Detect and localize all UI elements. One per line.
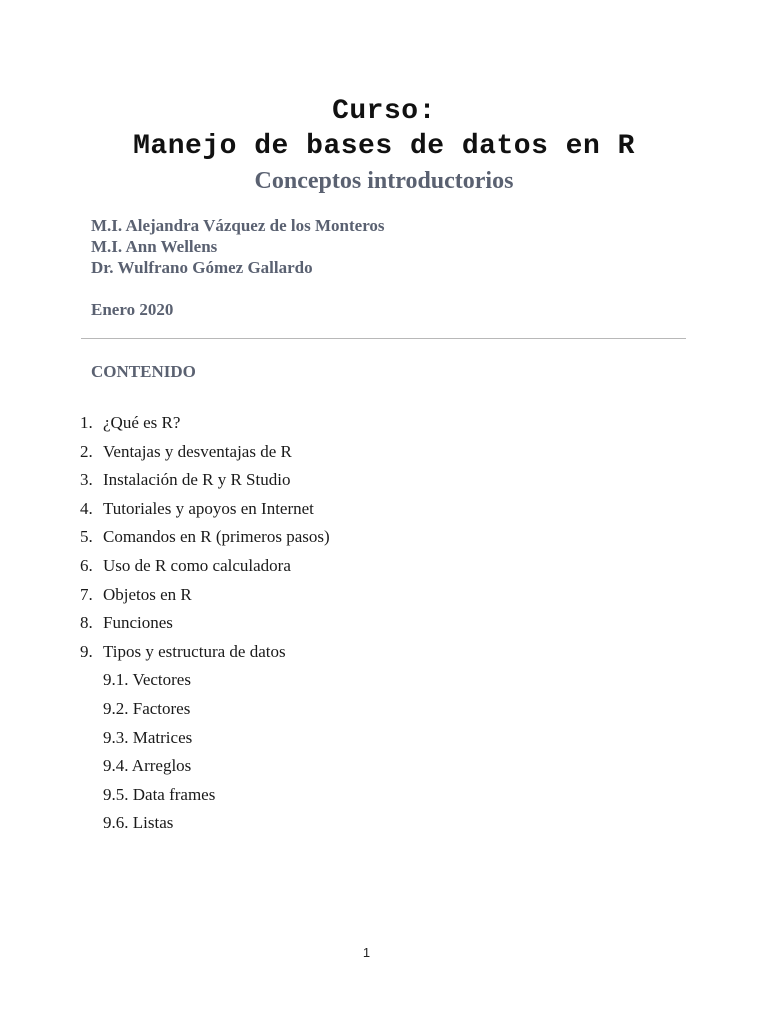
author-list	[91, 215, 385, 278]
course-title: Manejo de bases de datos en R	[133, 131, 635, 162]
toc-item-label: Instalación de R y R Studio	[103, 470, 291, 490]
document-date: Enero 2020	[91, 300, 174, 319]
toc-subitem: 9.4. Arreglos	[103, 756, 192, 776]
toc-item-label: ¿Qué es R?	[103, 413, 181, 432]
toc-item	[80, 581, 330, 610]
toc-item	[80, 638, 330, 667]
toc-item	[80, 409, 330, 438]
toc-subitem: 9.2. Factores	[103, 698, 191, 718]
toc-item	[80, 523, 330, 552]
toc-item-label: Ventajas y desventajas de R	[103, 441, 292, 461]
toc-subitem: 9.5. Data frames	[103, 784, 216, 804]
toc-subitem: 9.6. Listas	[103, 813, 174, 833]
toc-item-number: 6.	[80, 555, 93, 575]
toc-item-number: 7.	[80, 584, 93, 604]
table-of-contents	[80, 409, 330, 838]
toc-heading: CONTENIDO	[91, 362, 196, 381]
toc-item	[80, 438, 330, 467]
author-name: M.I. Alejandra Vázquez de los Monteros	[91, 216, 385, 235]
course-subtitle: Conceptos introductorios	[254, 168, 514, 194]
course-label: Curso:	[332, 96, 436, 127]
toc-item-number: 9.	[80, 641, 93, 661]
toc-item	[80, 552, 330, 581]
toc-item-label: Uso de R como calculadora	[103, 555, 291, 575]
toc-item	[80, 466, 330, 495]
toc-item-number: 2.	[80, 441, 93, 461]
toc-item-number: 1.	[80, 413, 93, 432]
author-name: Dr. Wulfrano Gómez Gallardo	[91, 258, 313, 277]
horizontal-divider	[81, 338, 686, 339]
toc-item-number: 8.	[80, 613, 93, 633]
toc-item-label: Comandos en R (primeros pasos)	[103, 527, 330, 547]
toc-item-label: Funciones	[103, 613, 173, 633]
toc-item-number: 4.	[80, 498, 93, 518]
toc-item-number: 5.	[80, 527, 93, 547]
toc-item	[80, 495, 330, 524]
toc-item-number: 3.	[80, 470, 93, 490]
toc-item-label: Objetos en R	[103, 584, 192, 604]
toc-item-label: Tutoriales y apoyos en Internet	[103, 498, 314, 518]
toc-item-label: Tipos y estructura de datos	[103, 641, 286, 661]
page-number: 1	[362, 945, 371, 960]
title-block	[0, 94, 768, 196]
toc-subitem: 9.1. Vectores	[103, 670, 191, 690]
toc-subitem: 9.3. Matrices	[103, 727, 193, 747]
author-name: M.I. Ann Wellens	[91, 237, 218, 256]
toc-item	[80, 609, 330, 638]
